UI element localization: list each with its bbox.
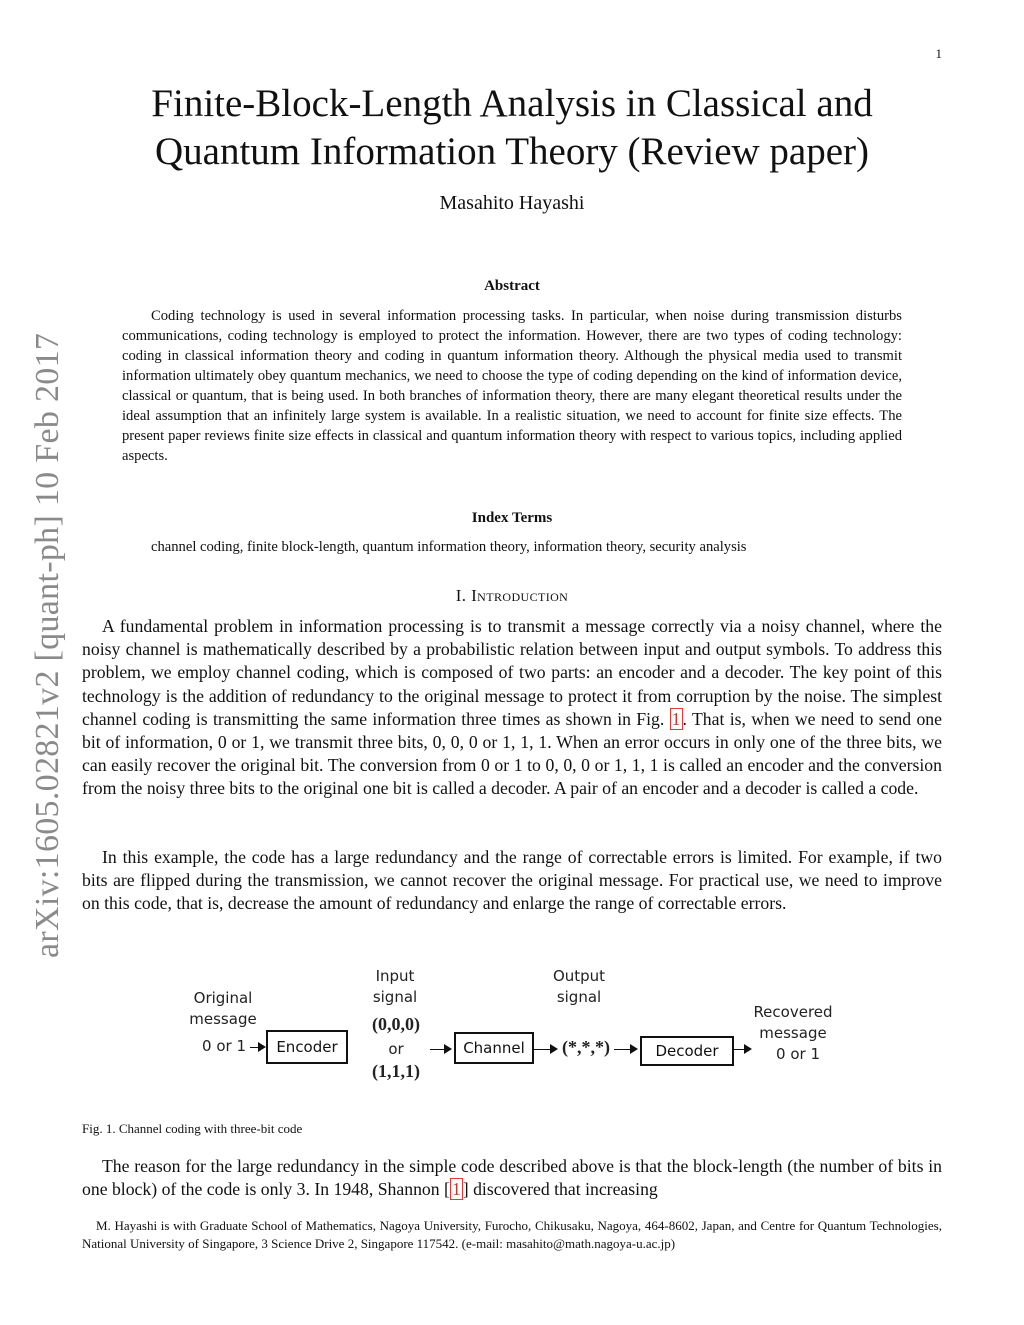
paragraph-3 <box>82 1155 942 1201</box>
title-line-2: Quantum Information Theory (Review paper) <box>154 130 870 173</box>
input-value-zeros: (0,0,0) <box>372 1014 420 1034</box>
recovered-message-label <box>748 1002 838 1044</box>
output-label-line-1: Output <box>552 967 606 985</box>
paragraph-1-part-b: . That is, when we need to send one bit of information, 0 or 1, we transmit three bits, 0, 0, 0 or 1, 1, 1. When an error occurs in only one of the three bits, we can easily recover the original bit. The conversion from 0 or 1 to 0, 0, 0 or 1, 1, 1 is called an encoder and the conversion from the noisy three bits to the original one bit is called a decoder. A pair of an encoder and a decoder is called a code. <box>82 708 942 799</box>
index-terms: channel coding, finite block-length, quantum information theory, information theory, security analysis <box>151 539 747 555</box>
arrow-to-encoder <box>250 1047 264 1048</box>
introduction-heading: I. Introduction <box>455 586 569 605</box>
output-value: (*,*,*) <box>562 1037 610 1057</box>
channel-box: Channel <box>454 1032 534 1064</box>
encoder-box: Encoder <box>266 1030 348 1064</box>
abstract-heading: Abstract <box>484 278 540 294</box>
input-signal-label <box>362 966 428 1008</box>
paragraph-3-part-a: The reason for the large redundancy in the simple code described above is that the block-length (the number of bits in one block) of the code is only 3. In 1948, Shannon [ <box>82 1156 942 1200</box>
title-line-1: Finite-Block-Length Analysis in Classical and <box>151 82 873 125</box>
original-label-line-1: Original <box>193 989 253 1007</box>
input-label-line-2: signal <box>372 988 418 1006</box>
original-message-value: 0 or 1 <box>202 1037 246 1055</box>
index-terms-heading: Index Terms <box>471 510 553 526</box>
author-footnote: M. Hayashi is with Graduate School of Mathematics, Nagoya University, Furocho, Chikusaku, Nagoya, 464-8602, Japan, and Centre for Quantum Technologies, National University of Singapore, 3 Science Drive 2, Singapore 117542. (e-mail: masahito@math.nagoya-u.ac.jp) <box>82 1218 942 1251</box>
recovered-message-value: 0 or 1 <box>776 1045 820 1063</box>
paragraph-1 <box>82 615 942 801</box>
original-label-line-2: message <box>189 1010 257 1028</box>
recovered-label-line-2: message <box>759 1024 827 1042</box>
figure-caption: Fig. 1. Channel coding with three-bit code <box>82 1121 303 1136</box>
arrow-to-channel <box>430 1049 450 1050</box>
abstract-text: Coding technology is used in several information processing tasks. In particular, when noise during transmission disturbs communications, coding technology is employed to protect the information. However, there are two types of coding technology: coding in classical information theory and coding in quantum information theory. Although the physical media used to transmit information ultimately obey quantum mechanics, we need to choose the type of coding depending on the kind of information device, classical or quantum, that is being used. In both branches of information theory, there are many elegant theoretical results under the ideal assumption that an infinitely large system is available. In a realistic situation, we need to account for finite size effects. The present paper reviews finite size effects in classical and quantum information theory with respect to various topics, including applied aspects. <box>122 308 902 464</box>
page-number: 1 <box>935 46 942 61</box>
channel-coding-figure <box>180 960 860 1100</box>
original-message-label <box>180 988 266 1030</box>
citation-link[interactable]: 1 <box>451 1179 461 1200</box>
output-label-line-2: signal <box>556 988 602 1006</box>
arxiv-stamp: arXiv:1605.02821v2 [quant-ph] 10 Feb 2017 <box>29 332 66 958</box>
input-label-line-1: Input <box>375 967 415 985</box>
input-value-ones: (1,1,1) <box>372 1061 420 1081</box>
paragraph-2: In this example, the code has a large redundancy and the range of correctable errors is limited. For example, if two bits are flipped during the transmission, we cannot recover the original message. For practical use, we need to improve on this code, that is, decrease the amount of redundancy and enlarge the range of correctable errors. <box>82 847 942 914</box>
paragraph-1-part-a: A fundamental problem in information processing is to transmit a message correctly via a noisy channel, where the noisy channel is mathematically described by a probabilistic relation between input and output symbols. To address this problem, we employ channel coding, which is composed of two parts: an encoder and a decoder. The key point of this technology is the addition of redundancy to the original message to protect it from corruption by the noise. The simplest channel coding is transmitting the same information three times as shown in Fig. <box>82 616 942 729</box>
recovered-label-line-1: Recovered <box>753 1003 833 1021</box>
output-signal-label <box>544 966 614 1008</box>
arrow-from-channel <box>532 1049 556 1050</box>
input-or-label: or <box>388 1040 404 1058</box>
arrow-to-decoder <box>614 1049 636 1050</box>
paper-title <box>0 80 1024 176</box>
decoder-box: Decoder <box>640 1036 734 1066</box>
figure-reference-link[interactable]: 1 <box>671 708 681 729</box>
paragraph-3-part-b: ] discovered that increasing <box>462 1179 658 1200</box>
arrow-from-decoder <box>732 1049 750 1050</box>
author: Masahito Hayashi <box>439 192 585 214</box>
